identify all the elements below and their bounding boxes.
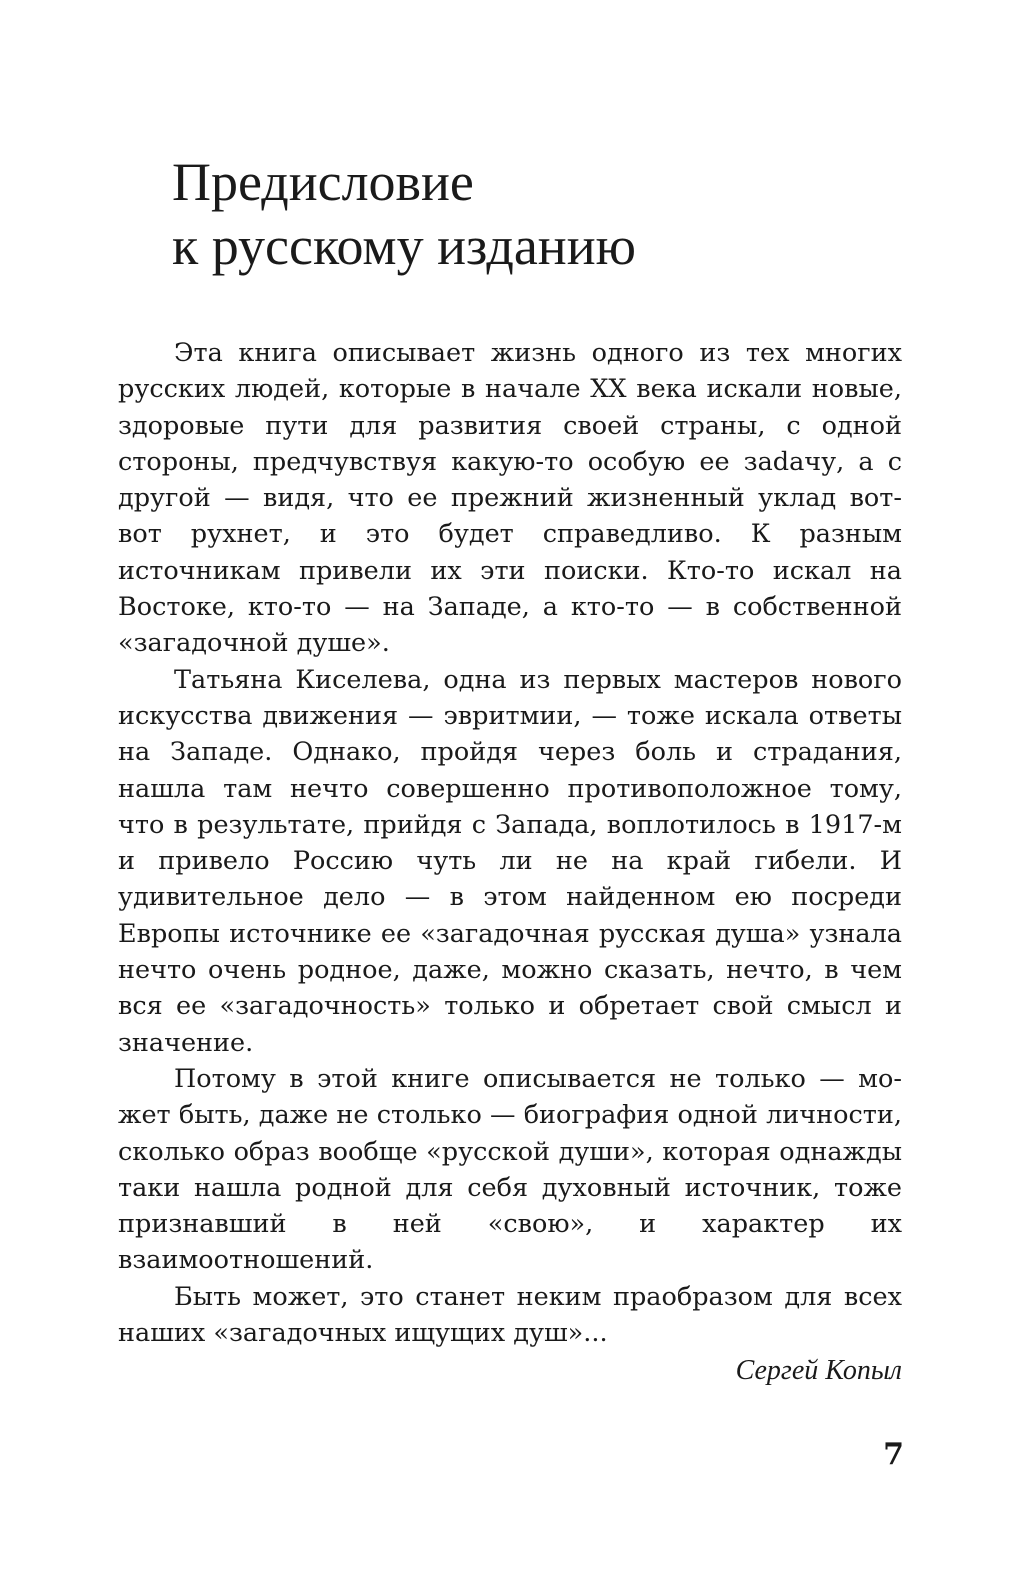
paragraph: Эта книга описывает жизнь одного из тех многих русских людей, которые в начале XX века искали новые, здоровые пути для развития своей страны, с одной стороны, предчувствуя какую-то особую ее заdачу, а с другой — видя, что ее прежний жизненный уклад вот-вот рухнет, и это будет справедливо. К разным источникам привели их эти поиски. Кто-то искал на Востоке, кто-то — на Западе, а кто-то — в собственной «загадочной душе». [118,338,902,659]
author-signature: Сергей Копыл [735,1355,902,1387]
title-line-1: Предисловие [172,152,474,212]
paragraph: Быть может, это станет неким праобразом для всех наших «загадочных ищущих душ»... [118,1281,902,1349]
paragraph: Потому в этой книге описывается не только — может быть, даже не столько — биография одной личности, сколько образ вообще «русской души», которая однажды таки нашла родной для себя духовный источник, тоже признавший в ней «свою», и характер их взаимоотношений. [118,1063,902,1276]
paragraph: Татьяна Киселева, одна из первых мастеров нового искусства движения — эвритмии, — тоже искала ответы на Западе. Однако, пройдя через боль и страдания, нашла там нечто совершенно противоположное тому, что в результате, прийдя с Запада, воплотилось в 1917-м и привело Россию чуть ли не на край гибели. И удивительное дело — в этом найденном ею посреди Европы источнике ее «загадочная русская душа» узнала нечто очень родное, даже, можно сказать, нечто, в чем вся ее «загадочность» только и обретает свой смысл и значение. [118,664,902,1058]
page-title [172,150,912,278]
page-number: 7 [883,1437,904,1472]
title-line-2: к русскому изданию [172,216,636,276]
preface-text [118,335,902,1391]
